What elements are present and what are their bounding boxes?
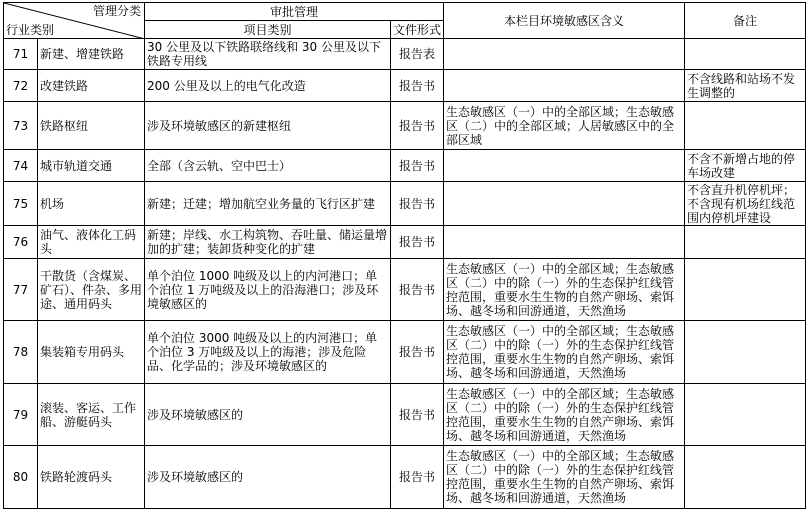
sensitive-area-cell [444, 150, 685, 182]
industry-cell: 城市轨道交通 [38, 150, 145, 182]
sensitive-area-cell [444, 226, 685, 259]
doc-form-cell: 报告书 [391, 259, 444, 321]
row-number-cell: 76 [4, 226, 38, 259]
diagonal-header-cell [4, 3, 145, 39]
sensitive-area-cell: 生态敏感区（一）中的全部区域；生态敏感区（二）中的除（一）外的生态保护红线管控范围，重要水生生物的自然产卵场、索饵场、越冬场和回游通道，天然渔场 [444, 446, 685, 509]
doc-form-header: 文件形式 [391, 21, 444, 39]
sensitive-meaning-header: 本栏目环境敏感区含义 [444, 3, 685, 39]
remark-cell [685, 39, 806, 70]
row-number-cell: 75 [4, 182, 38, 226]
industry-cell: 滚装、客运、工作船、游艇码头 [38, 384, 145, 446]
sensitive-area-cell [444, 39, 685, 70]
project-type-cell: 全部（含云轨、空中巴士） [145, 150, 391, 182]
row-number-cell: 77 [4, 259, 38, 321]
remark-cell [685, 226, 806, 259]
industry-cell: 新建、增建铁路 [38, 39, 145, 70]
project-type-cell: 新建；岸线、水工构筑物、吞吐量、储运量增加的扩建；装卸货种变化的扩建 [145, 226, 391, 259]
sensitive-area-cell: 生态敏感区（一）中的全部区域；生态敏感区（二）中的除（一）外的生态保护红线管控范围，重要水生生物的自然产卵场、索饵场、越冬场和回游通道，天然渔场 [444, 321, 685, 384]
industry-cell: 机场 [38, 182, 145, 226]
approval-mgmt-header: 审批管理 [145, 3, 444, 21]
remark-cell [685, 102, 806, 150]
remark-cell [685, 259, 806, 321]
sensitive-area-cell: 生态敏感区（一）中的全部区域；生态敏感区（二）中的除（一）外的生态保护红线管控范围，重要水生生物的自然产卵场、索饵场、越冬场和回游通道，天然渔场 [444, 384, 685, 446]
project-type-cell: 涉及环境敏感区的 [145, 384, 391, 446]
project-type-cell: 单个泊位 1000 吨级及以上的内河港口；单个泊位 1 万吨级及以上的沿海港口；涉及环境敏感区的 [145, 259, 391, 321]
industry-category-label: 行业类别 [6, 23, 55, 37]
doc-form-cell: 报告表 [391, 39, 444, 70]
project-type-cell: 单个泊位 3000 吨级及以上的内河港口；单个泊位 3 万吨级及以上的海港；涉及危险品、化学品的；涉及环境敏感区的 [145, 321, 391, 384]
mgmt-category-label: 管理分类 [92, 4, 141, 18]
table-row [4, 321, 806, 384]
project-type-cell: 涉及环境敏感区的新建枢纽 [145, 102, 391, 150]
remark-cell: 不含直升机停机坪；不含现有机场红线范围内停机坪建设 [685, 182, 806, 226]
doc-form-cell: 报告书 [391, 102, 444, 150]
sensitive-area-cell [444, 70, 685, 102]
row-number-cell: 78 [4, 321, 38, 384]
row-number-cell: 73 [4, 102, 38, 150]
table-row [4, 384, 806, 446]
row-number-cell: 72 [4, 70, 38, 102]
sensitive-area-cell [444, 182, 685, 226]
table-row [4, 102, 806, 150]
header-row-1 [4, 3, 806, 21]
doc-form-cell: 报告书 [391, 226, 444, 259]
industry-cell: 油气、液体化工码头 [38, 226, 145, 259]
industry-cell: 铁路枢纽 [38, 102, 145, 150]
project-type-cell: 200 公里及以上的电气化改造 [145, 70, 391, 102]
remark-cell: 不含线路和站场不发生调整的 [685, 70, 806, 102]
doc-form-cell: 报告书 [391, 182, 444, 226]
remarks-header: 备注 [685, 3, 806, 39]
industry-cell: 铁路轮渡码头 [38, 446, 145, 509]
sensitive-area-cell: 生态敏感区（一）中的全部区域；生态敏感区（二）中的全部区域；人居敏感区中的全部区域 [444, 102, 685, 150]
doc-form-cell: 报告书 [391, 446, 444, 509]
row-number-cell: 80 [4, 446, 38, 509]
doc-form-cell: 报告书 [391, 384, 444, 446]
doc-form-cell: 报告书 [391, 150, 444, 182]
row-number-cell: 74 [4, 150, 38, 182]
table-row [4, 70, 806, 102]
project-type-cell: 涉及环境敏感区的 [145, 446, 391, 509]
table-row [4, 446, 806, 509]
remark-cell [685, 384, 806, 446]
remark-cell [685, 446, 806, 509]
table-row [4, 150, 806, 182]
table-row [4, 39, 806, 70]
industry-cell: 集装箱专用码头 [38, 321, 145, 384]
row-number-cell: 71 [4, 39, 38, 70]
project-type-header: 项目类别 [145, 21, 391, 39]
table-row [4, 226, 806, 259]
remark-cell: 不含不新增占地的停车场改建 [685, 150, 806, 182]
table-row [4, 182, 806, 226]
approval-table [3, 2, 806, 509]
remark-cell [685, 321, 806, 384]
industry-cell: 改建铁路 [38, 70, 145, 102]
row-number-cell: 79 [4, 384, 38, 446]
industry-cell: 干散货（含煤炭、矿石）、件杂、多用途、通用码头 [38, 259, 145, 321]
doc-form-cell: 报告书 [391, 70, 444, 102]
sensitive-area-cell: 生态敏感区（一）中的全部区域；生态敏感区（二）中的除（一）外的生态保护红线管控范围，重要水生生物的自然产卵场、索饵场、越冬场和回游通道，天然渔场 [444, 259, 685, 321]
doc-form-cell: 报告书 [391, 321, 444, 384]
project-type-cell: 30 公里及以下铁路联络线和 30 公里及以下铁路专用线 [145, 39, 391, 70]
table-row [4, 259, 806, 321]
project-type-cell: 新建；迁建；增加航空业务量的飞行区扩建 [145, 182, 391, 226]
